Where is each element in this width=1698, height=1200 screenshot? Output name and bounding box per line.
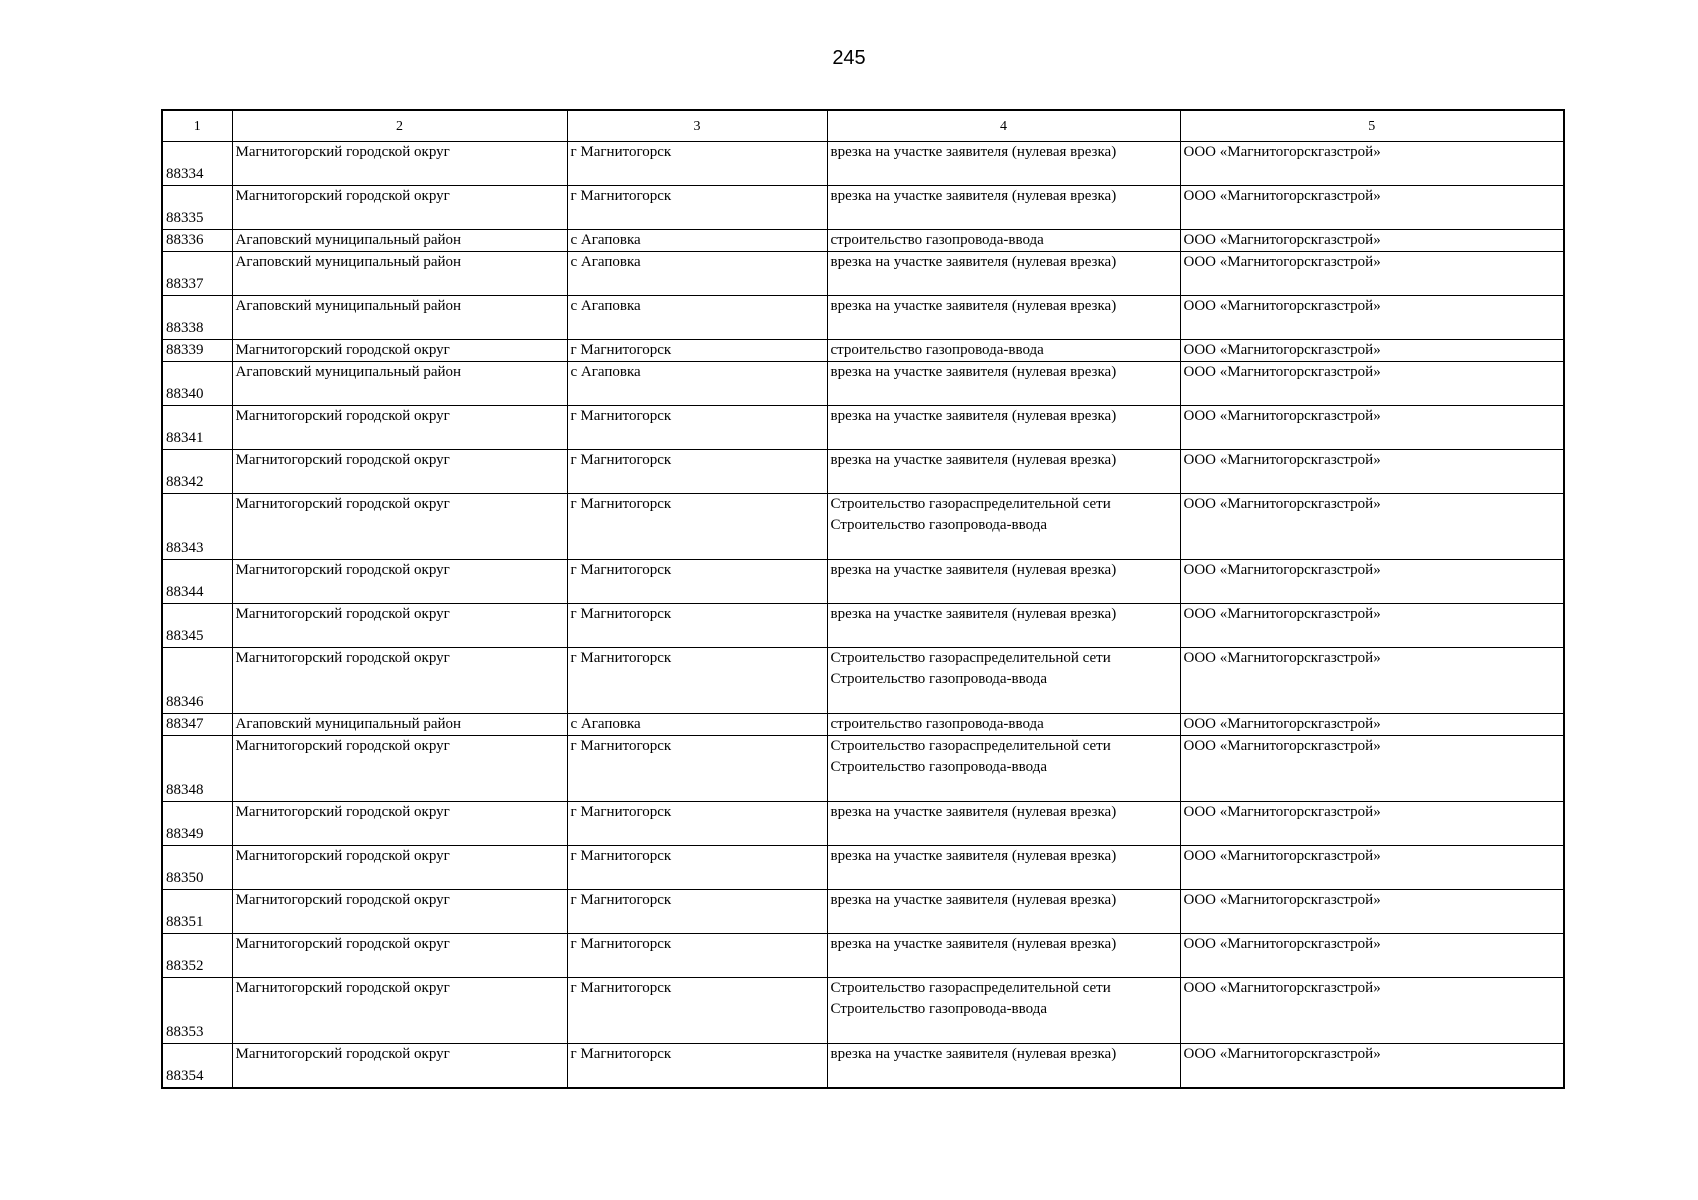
- organization-cell: ООО «Магнитогорскгазстрой»: [1180, 978, 1564, 1044]
- work-type-cell: [827, 252, 1180, 296]
- work-type-cell: [827, 362, 1180, 406]
- district-cell: Магнитогорский городской округ: [232, 736, 567, 802]
- organization-cell: ООО «Магнитогорскгазстрой»: [1180, 340, 1564, 362]
- district-cell: Магнитогорский городской округ: [232, 450, 567, 494]
- locality-cell: г Магнитогорск: [567, 648, 827, 714]
- locality-cell: с Агаповка: [567, 362, 827, 406]
- locality-cell: г Магнитогорск: [567, 186, 827, 230]
- row-number-cell: 88348: [162, 736, 232, 802]
- work-type-cell: [827, 340, 1180, 362]
- district-cell: Магнитогорский городской округ: [232, 560, 567, 604]
- district-cell: Агаповский муниципальный район: [232, 252, 567, 296]
- work-type-cell: [827, 890, 1180, 934]
- row-number-cell: 88334: [162, 142, 232, 186]
- work-type-line: строительство газопровода-ввода: [830, 232, 1044, 248]
- row-number-cell: 88353: [162, 978, 232, 1044]
- district-cell: Агаповский муниципальный район: [232, 714, 567, 736]
- work-type-line: Строительство газораспределительной сети: [830, 650, 1111, 666]
- row-number-cell: 88346: [162, 648, 232, 714]
- row-number-cell: 88336: [162, 230, 232, 252]
- work-type-cell: [827, 142, 1180, 186]
- locality-cell: г Магнитогорск: [567, 1044, 827, 1089]
- row-number-cell: 88352: [162, 934, 232, 978]
- organization-cell: ООО «Магнитогорскгазстрой»: [1180, 1044, 1564, 1089]
- work-type-cell: [827, 186, 1180, 230]
- table-row: [162, 890, 1564, 934]
- table-row: [162, 560, 1564, 604]
- work-type-cell: [827, 714, 1180, 736]
- locality-cell: г Магнитогорск: [567, 560, 827, 604]
- district-cell: Магнитогорский городской округ: [232, 604, 567, 648]
- table-row: [162, 142, 1564, 186]
- work-type-line: врезка на участке заявителя (нулевая врезка): [830, 452, 1117, 468]
- district-cell: Магнитогорский городской округ: [232, 648, 567, 714]
- organization-cell: ООО «Магнитогорскгазстрой»: [1180, 142, 1564, 186]
- header-col-4: 4: [827, 110, 1180, 142]
- row-number-cell: 88341: [162, 406, 232, 450]
- locality-cell: с Агаповка: [567, 296, 827, 340]
- work-type-cell: [827, 802, 1180, 846]
- row-number-cell: 88345: [162, 604, 232, 648]
- header-row: [162, 110, 1564, 142]
- work-type-line: врезка на участке заявителя (нулевая врезка): [830, 936, 1117, 952]
- table-row: [162, 252, 1564, 296]
- row-number-cell: 88351: [162, 890, 232, 934]
- organization-cell: ООО «Магнитогорскгазстрой»: [1180, 890, 1564, 934]
- locality-cell: г Магнитогорск: [567, 142, 827, 186]
- registry-table: [161, 109, 1565, 1089]
- header-col-1: 1: [162, 110, 232, 142]
- organization-cell: ООО «Магнитогорскгазстрой»: [1180, 604, 1564, 648]
- district-cell: Магнитогорский городской округ: [232, 142, 567, 186]
- table-row: [162, 934, 1564, 978]
- row-number-cell: 88343: [162, 494, 232, 560]
- row-number-cell: 88337: [162, 252, 232, 296]
- work-type-cell: [827, 494, 1180, 560]
- district-cell: Магнитогорский городской округ: [232, 406, 567, 450]
- table-row: [162, 230, 1564, 252]
- table-row: [162, 362, 1564, 406]
- organization-cell: ООО «Магнитогорскгазстрой»: [1180, 450, 1564, 494]
- row-number-cell: 88335: [162, 186, 232, 230]
- work-type-line: врезка на участке заявителя (нулевая врезка): [830, 298, 1117, 314]
- district-cell: Магнитогорский городской округ: [232, 186, 567, 230]
- district-cell: Агаповский муниципальный район: [232, 362, 567, 406]
- locality-cell: г Магнитогорск: [567, 736, 827, 802]
- locality-cell: г Магнитогорск: [567, 978, 827, 1044]
- work-type-cell: [827, 604, 1180, 648]
- work-type-line: Строительство газораспределительной сети: [830, 496, 1111, 512]
- table-row: [162, 978, 1564, 1044]
- table-row: [162, 604, 1564, 648]
- work-type-line: Строительство газораспределительной сети: [830, 980, 1111, 996]
- work-type-line: строительство газопровода-ввода: [830, 342, 1044, 358]
- table-row: [162, 736, 1564, 802]
- work-type-line: врезка на участке заявителя (нулевая врезка): [830, 848, 1117, 864]
- table-row: [162, 296, 1564, 340]
- page-number: 245: [832, 47, 866, 69]
- row-number-cell: 88339: [162, 340, 232, 362]
- district-cell: Магнитогорский городской округ: [232, 934, 567, 978]
- locality-cell: г Магнитогорск: [567, 604, 827, 648]
- locality-cell: г Магнитогорск: [567, 494, 827, 560]
- table-row: [162, 802, 1564, 846]
- row-number-cell: 88338: [162, 296, 232, 340]
- organization-cell: ООО «Магнитогорскгазстрой»: [1180, 406, 1564, 450]
- work-type-cell: [827, 560, 1180, 604]
- work-type-line: врезка на участке заявителя (нулевая врезка): [830, 562, 1117, 578]
- work-type-line: врезка на участке заявителя (нулевая врезка): [830, 188, 1117, 204]
- table-row: [162, 406, 1564, 450]
- locality-cell: с Агаповка: [567, 714, 827, 736]
- district-cell: Агаповский муниципальный район: [232, 230, 567, 252]
- work-type-cell: [827, 736, 1180, 802]
- work-type-line: Строительство газораспределительной сети: [830, 738, 1111, 754]
- work-type-cell: [827, 1044, 1180, 1089]
- organization-cell: ООО «Магнитогорскгазстрой»: [1180, 296, 1564, 340]
- header-col-2: 2: [232, 110, 567, 142]
- table-row: [162, 450, 1564, 494]
- work-type-line: врезка на участке заявителя (нулевая врезка): [830, 606, 1117, 622]
- organization-cell: ООО «Магнитогорскгазстрой»: [1180, 934, 1564, 978]
- table-row: [162, 1044, 1564, 1089]
- header-col-3: 3: [567, 110, 827, 142]
- locality-cell: с Агаповка: [567, 230, 827, 252]
- work-type-line: врезка на участке заявителя (нулевая врезка): [830, 1046, 1117, 1062]
- work-type-cell: [827, 648, 1180, 714]
- work-type-line: врезка на участке заявителя (нулевая врезка): [830, 408, 1117, 424]
- organization-cell: ООО «Магнитогорскгазстрой»: [1180, 560, 1564, 604]
- work-type-line: Строительство газопровода-ввода: [830, 1001, 1047, 1017]
- table-row: [162, 186, 1564, 230]
- row-number-cell: 88354: [162, 1044, 232, 1089]
- district-cell: Агаповский муниципальный район: [232, 296, 567, 340]
- organization-cell: ООО «Магнитогорскгазстрой»: [1180, 362, 1564, 406]
- table-row: [162, 846, 1564, 890]
- organization-cell: ООО «Магнитогорскгазстрой»: [1180, 252, 1564, 296]
- work-type-line: Строительство газопровода-ввода: [830, 671, 1047, 687]
- organization-cell: ООО «Магнитогорскгазстрой»: [1180, 230, 1564, 252]
- work-type-cell: [827, 230, 1180, 252]
- table-header: [162, 110, 1564, 142]
- table-body: [162, 142, 1564, 1089]
- locality-cell: г Магнитогорск: [567, 340, 827, 362]
- table-row: [162, 714, 1564, 736]
- organization-cell: ООО «Магнитогорскгазстрой»: [1180, 186, 1564, 230]
- work-type-cell: [827, 934, 1180, 978]
- work-type-line: врезка на участке заявителя (нулевая врезка): [830, 144, 1117, 160]
- locality-cell: с Агаповка: [567, 252, 827, 296]
- organization-cell: ООО «Магнитогорскгазстрой»: [1180, 846, 1564, 890]
- district-cell: Магнитогорский городской округ: [232, 494, 567, 560]
- row-number-cell: 88340: [162, 362, 232, 406]
- work-type-cell: [827, 450, 1180, 494]
- organization-cell: ООО «Магнитогорскгазстрой»: [1180, 714, 1564, 736]
- locality-cell: г Магнитогорск: [567, 450, 827, 494]
- district-cell: Магнитогорский городской округ: [232, 1044, 567, 1089]
- work-type-cell: [827, 296, 1180, 340]
- organization-cell: ООО «Магнитогорскгазстрой»: [1180, 736, 1564, 802]
- organization-cell: ООО «Магнитогорскгазстрой»: [1180, 802, 1564, 846]
- locality-cell: г Магнитогорск: [567, 406, 827, 450]
- table-row: [162, 340, 1564, 362]
- district-cell: Магнитогорский городской округ: [232, 890, 567, 934]
- work-type-line: Строительство газопровода-ввода: [830, 759, 1047, 775]
- row-number-cell: 88347: [162, 714, 232, 736]
- work-type-line: врезка на участке заявителя (нулевая врезка): [830, 892, 1117, 908]
- table-row: [162, 648, 1564, 714]
- locality-cell: г Магнитогорск: [567, 846, 827, 890]
- header-col-5: 5: [1180, 110, 1564, 142]
- row-number-cell: 88349: [162, 802, 232, 846]
- row-number-cell: 88342: [162, 450, 232, 494]
- district-cell: Магнитогорский городской округ: [232, 340, 567, 362]
- locality-cell: г Магнитогорск: [567, 934, 827, 978]
- work-type-line: Строительство газопровода-ввода: [830, 517, 1047, 533]
- district-cell: Магнитогорский городской округ: [232, 846, 567, 890]
- work-type-line: врезка на участке заявителя (нулевая врезка): [830, 254, 1117, 270]
- organization-cell: ООО «Магнитогорскгазстрой»: [1180, 494, 1564, 560]
- row-number-cell: 88350: [162, 846, 232, 890]
- row-number-cell: 88344: [162, 560, 232, 604]
- district-cell: Магнитогорский городской округ: [232, 978, 567, 1044]
- locality-cell: г Магнитогорск: [567, 802, 827, 846]
- organization-cell: ООО «Магнитогорскгазстрой»: [1180, 648, 1564, 714]
- locality-cell: г Магнитогорск: [567, 890, 827, 934]
- work-type-line: врезка на участке заявителя (нулевая врезка): [830, 364, 1117, 380]
- table-row: [162, 494, 1564, 560]
- work-type-cell: [827, 406, 1180, 450]
- work-type-cell: [827, 846, 1180, 890]
- work-type-cell: [827, 978, 1180, 1044]
- work-type-line: врезка на участке заявителя (нулевая врезка): [830, 804, 1117, 820]
- district-cell: Магнитогорский городской округ: [232, 802, 567, 846]
- work-type-line: строительство газопровода-ввода: [830, 716, 1044, 732]
